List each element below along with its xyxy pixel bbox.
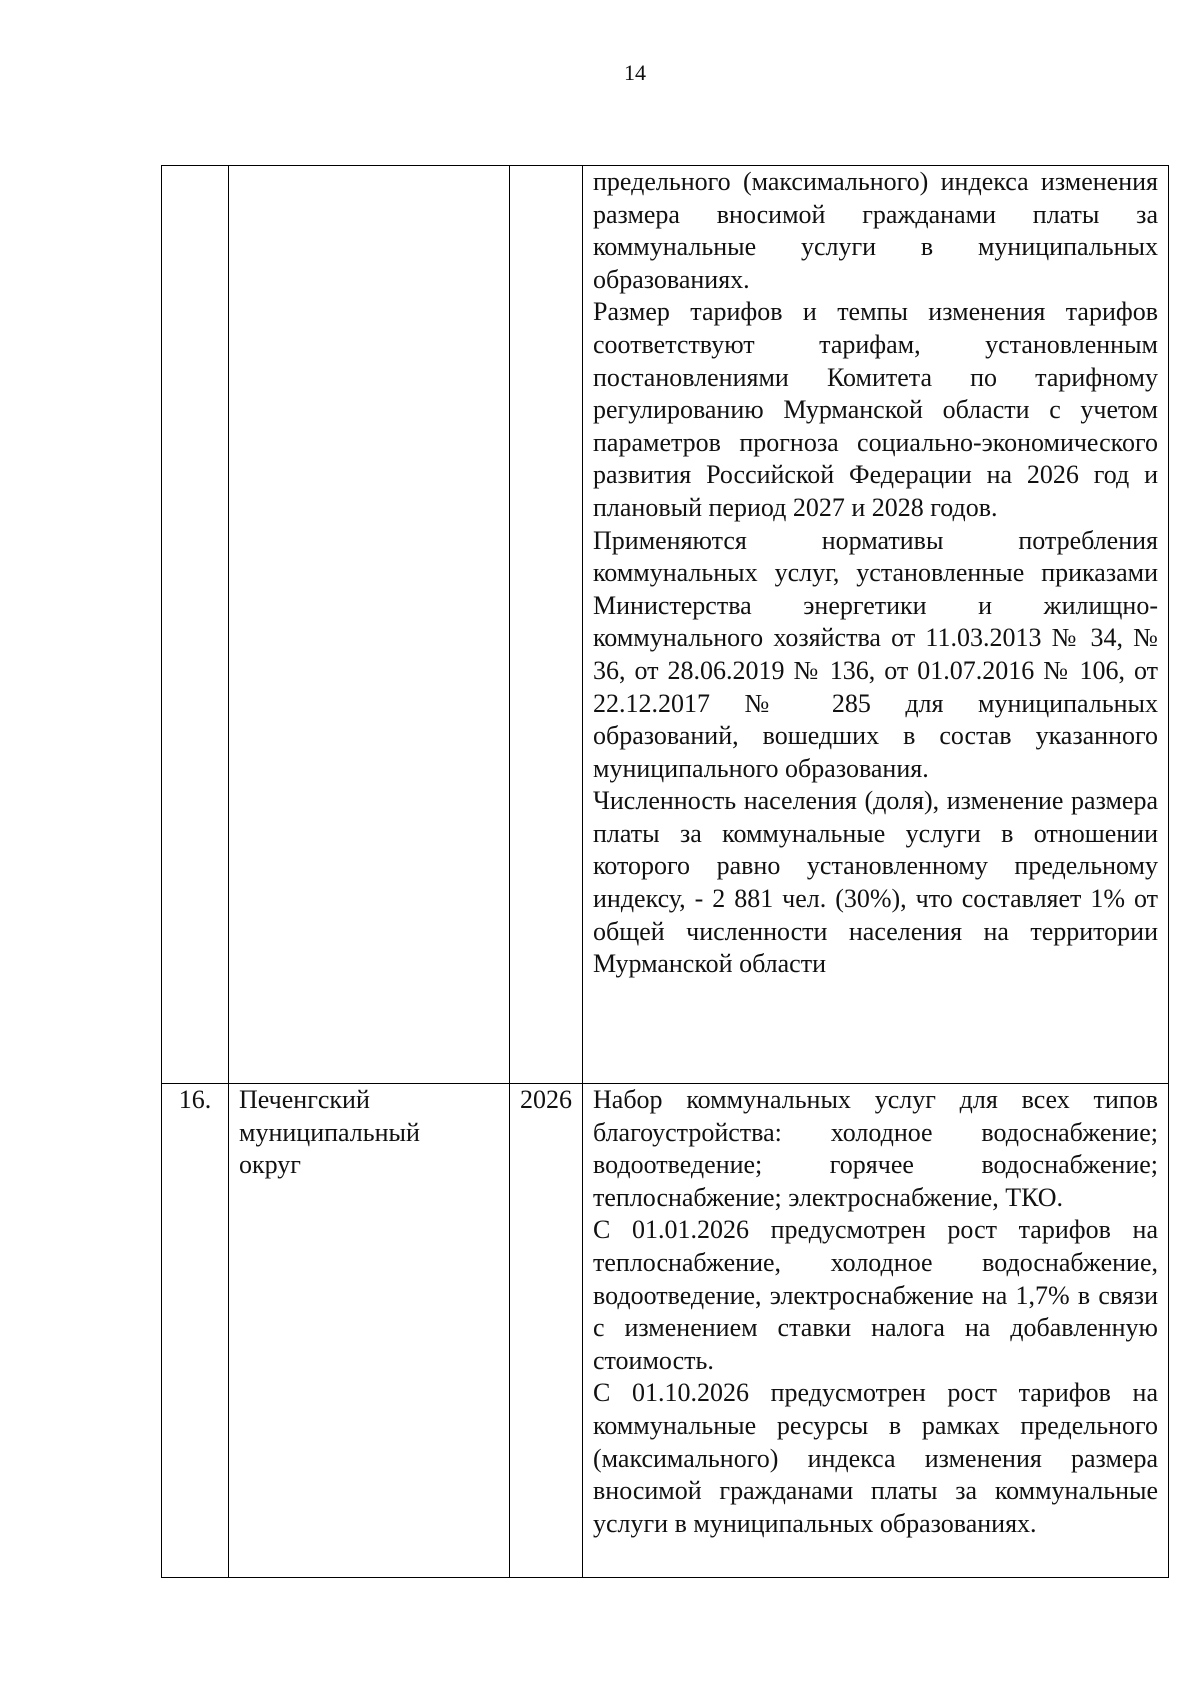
municipality-name-line: муниципальный (239, 1117, 420, 1147)
tariff-table (161, 165, 1169, 1578)
cell-number-empty (162, 166, 229, 1084)
cell-description (583, 166, 1169, 1084)
row-number: 16. (162, 1084, 229, 1578)
municipality-name (229, 1084, 510, 1578)
paragraph: Применяются нормативы потребления коммунальных услуг, установленные приказами Министерства энергетики и жилищно-коммунального хозяйства от 11.03.2013 № 34, № 36, от 28.06.2019 № 136, от 01.07.2016 № 106, от 22.12.2017 № 285 для муниципальных образований, вошедших в состав указанного муниципального образования. (593, 525, 1158, 783)
cell-year-empty (510, 166, 583, 1084)
year: 2026 (510, 1084, 583, 1578)
cell-description (583, 1084, 1169, 1578)
table-row-16 (162, 1084, 1169, 1578)
paragraph: С 01.01.2026 предусмотрен рост тарифов на теплоснабжение, холодное водоснабжение, водоотведение, электроснабжение на 1,7% в связи с изменением ставки налога на добавленную стоимость. (593, 1215, 1158, 1375)
paragraph: предельного (максимального) индекса изменения размера вносимой гражданами платы за коммунальные услуги в муниципальных образованиях. (593, 167, 1158, 294)
cell-name-empty (229, 166, 510, 1084)
paragraph: Размер тарифов и темпы изменения тарифов соответствуют тарифам, установленным постановлениями Комитета по тарифному регулированию Мурманской области с учетом параметров прогноза социально-экономического развития Российской Федерации на 2026 год и плановый период 2027 и 2028 годов. (593, 297, 1158, 522)
paragraph: Численность населения (доля), изменение размера платы за коммунальные услуги в отношении которого равно установленному предельному индексу, - 2 881 чел. (30%), что составляет 1% от общей численности населения на территории Мурманской области (593, 786, 1158, 979)
municipality-name-line: Печенгский (239, 1085, 370, 1114)
page-number: 14 (624, 60, 646, 85)
paragraph: Набор коммунальных услуг для всех типов благоустройства: холодное водоснабжение; водоотведение; горячее водоснабжение; теплоснабжение; электроснабжение, ТКО. (593, 1085, 1158, 1212)
municipality-name-line: округ (239, 1150, 301, 1180)
table-row-continuation (162, 166, 1169, 1084)
paragraph: С 01.10.2026 предусмотрен рост тарифов на коммунальные ресурсы в рамках предельного (максимального) индекса изменения размера вносимой гражданами платы за коммунальные услуги в муниципальных образованиях. (593, 1378, 1158, 1538)
